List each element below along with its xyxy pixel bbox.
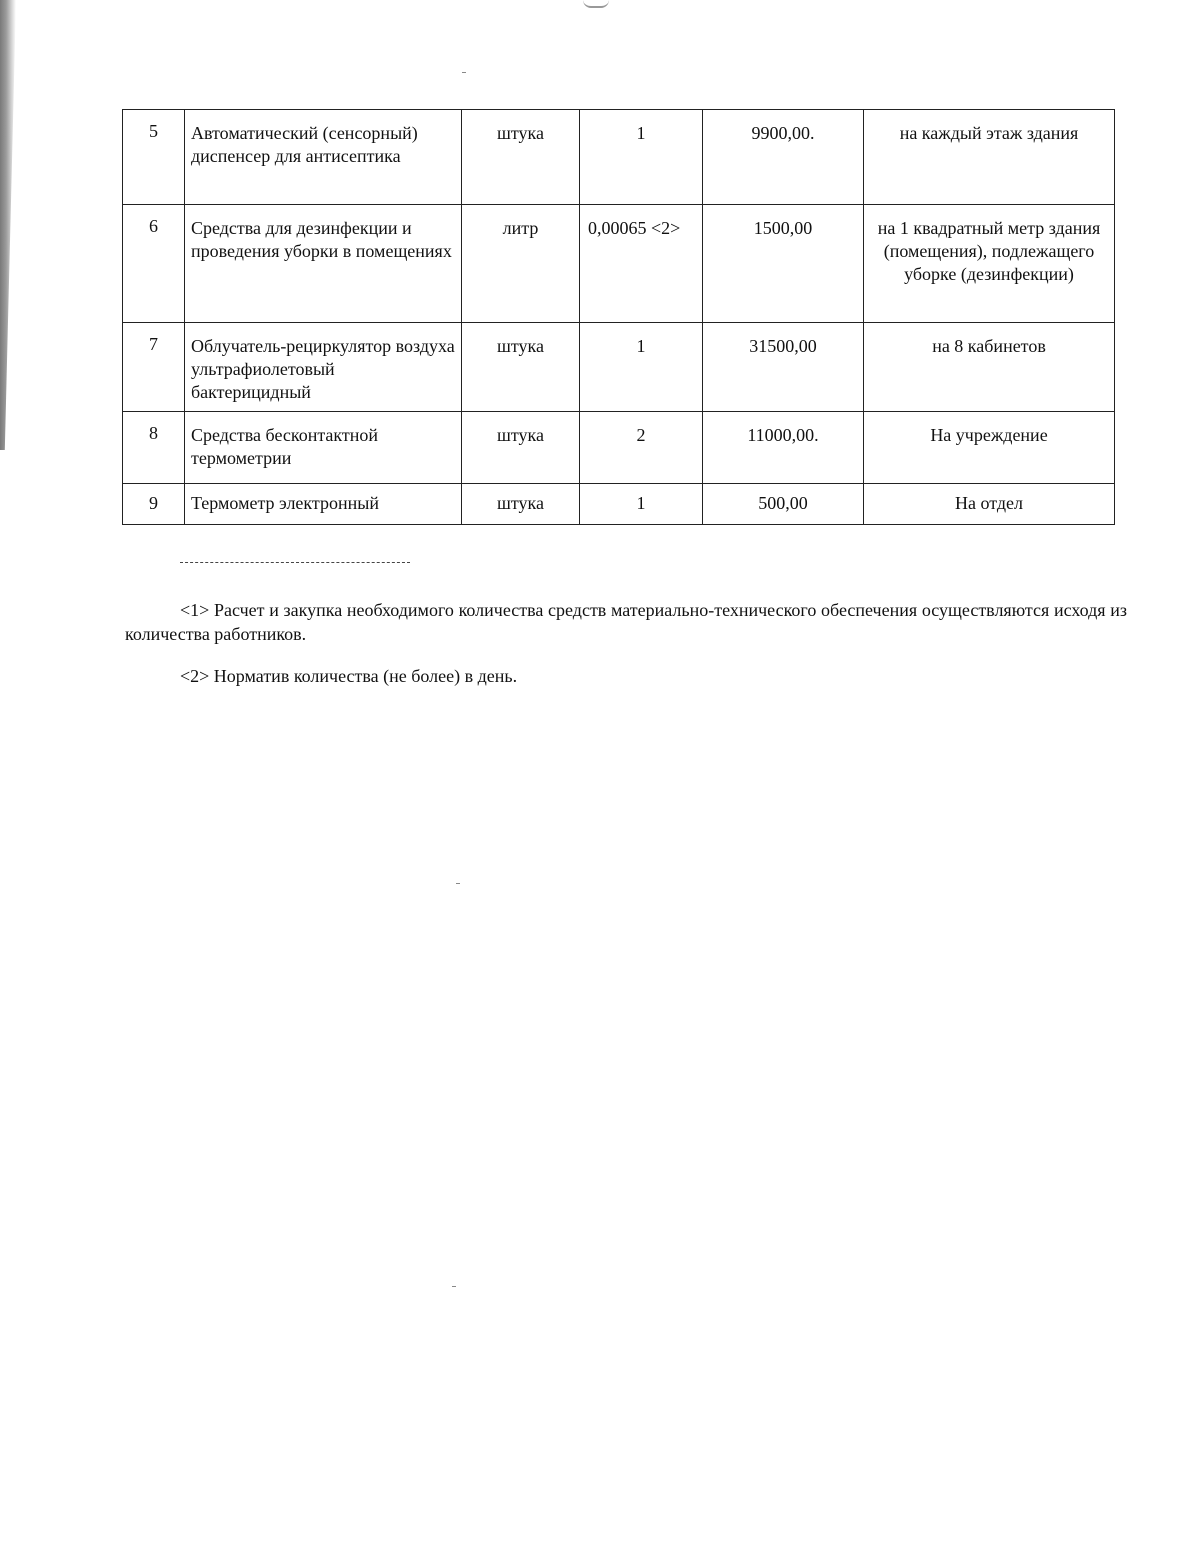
- scan-shadow-left: [0, 0, 16, 450]
- table-row: [123, 323, 1115, 412]
- item-note: На учреждение: [864, 412, 1115, 484]
- table-row: [123, 205, 1115, 323]
- item-unit: штука: [462, 110, 580, 205]
- footnote-1: <1> Расчет и закупка необходимого количества средств материально-технического обеспечения осуществляются исходя из количества работников.: [125, 600, 1127, 644]
- row-number: 7: [123, 323, 185, 412]
- item-name: Средства бесконтактной термометрии: [185, 412, 462, 484]
- item-price: 1500,00: [703, 205, 864, 323]
- item-name: Автоматический (сенсорный) диспенсер для антисептика: [185, 110, 462, 205]
- scan-speck: [452, 1286, 456, 1287]
- item-unit: литр: [462, 205, 580, 323]
- item-unit: штука: [462, 412, 580, 484]
- item-price: 31500,00: [703, 323, 864, 412]
- item-note: на каждый этаж здания: [864, 110, 1115, 205]
- item-name: Облучатель-рециркулятор воздуха ультрафиолетовый бактерицидный: [185, 323, 462, 412]
- scan-speck: [456, 883, 460, 884]
- table-row: [123, 412, 1115, 484]
- item-quantity: 1: [580, 110, 703, 205]
- item-note: на 8 кабинетов: [864, 323, 1115, 412]
- materials-table: [122, 109, 1115, 525]
- row-number: 5: [123, 110, 185, 205]
- item-price: 11000,00.: [703, 412, 864, 484]
- item-quantity: 0,00065 <2>: [580, 205, 703, 323]
- table-row: [123, 484, 1115, 525]
- item-note: На отдел: [864, 484, 1115, 525]
- item-quantity: 1: [580, 323, 703, 412]
- row-number: 9: [123, 484, 185, 525]
- row-number: 6: [123, 205, 185, 323]
- footnote-separator: [180, 562, 410, 563]
- footnote-2: <2> Норматив количества (не более) в день.: [180, 666, 518, 686]
- item-name: Средства для дезинфекции и проведения уборки в помещениях: [185, 205, 462, 323]
- item-unit: штука: [462, 484, 580, 525]
- table-row: [123, 110, 1115, 205]
- item-quantity: 1: [580, 484, 703, 525]
- item-price: 500,00: [703, 484, 864, 525]
- row-number: 8: [123, 412, 185, 484]
- item-name: Термометр электронный: [185, 484, 462, 525]
- item-unit: штука: [462, 323, 580, 412]
- item-price: 9900,00.: [703, 110, 864, 205]
- scan-speck: [462, 72, 466, 73]
- item-note: на 1 квадратный метр здания (помещения), подлежащего уборке (дезинфекции): [864, 205, 1115, 323]
- item-quantity: 2: [580, 412, 703, 484]
- scan-mark-top: [583, 0, 609, 8]
